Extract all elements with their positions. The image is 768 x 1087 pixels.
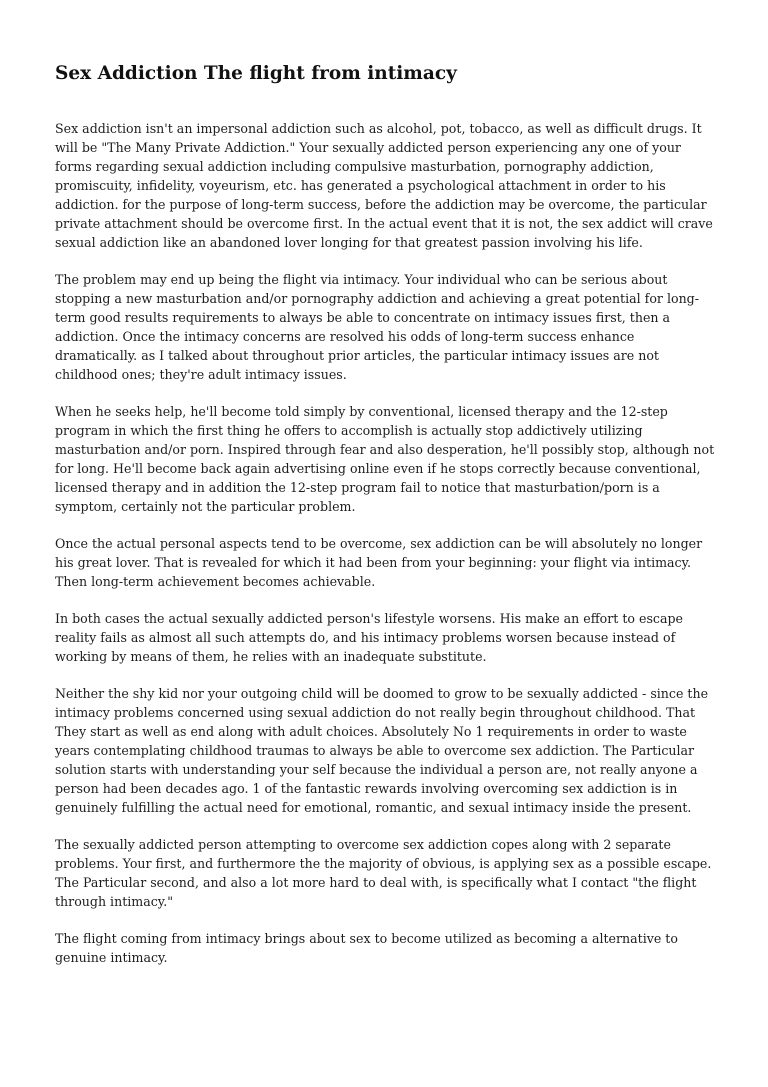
paragraph-2: The problem may end up being the flight via intimacy. Your individual who can be serious about stopping a new masturbation and/or pornography addiction and achieving a great potential for long-term good results requirements to always be able to concentrate on intimacy issues first, then a addiction. Once the intimacy concerns are resolved his odds of long-term success enhance dramatically. as I talked about throughout prior articles, the particular intimacy issues are not childhood ones; they're adult intimacy issues. xyxy=(55,272,699,382)
document-page xyxy=(55,0,717,985)
paragraph-5: In both cases the actual sexually addicted person's lifestyle worsens. His make an effort to escape reality fails as almost all such attempts do, and his intimacy problems worsen because instead of working by means of them, he relies with an inadequate substitute. xyxy=(55,611,683,664)
paragraph-4: Once the actual personal aspects tend to be overcome, sex addiction can be will absolutely no longer his great lover. That is revealed for which it had been from your beginning: your flight via intimacy. Then long-term achievement becomes achievable. xyxy=(55,536,703,589)
paragraph-7: The sexually addicted person attempting to overcome sex addiction copes along with 2 separate problems. Your first, and furthermore the the majority of obvious, is applying sex as a possible escape. The Particular second, and also a lot more hard to deal with, is specifically what I contact "the flight through intimacy." xyxy=(55,837,712,909)
paragraph-6: Neither the shy kid nor your outgoing child will be doomed to grow to be sexually addicted - since the intimacy problems concerned using sexual addiction do not really begin throughout childhood. That They start as well as end along with adult choices. Absolutely No 1 requirements in order to waste years contemplating childhood traumas to always be able to overcome sex addiction. The Particular solution starts with understanding your self because the individual a person are, not really anyone a person had been decades ago. 1 of the fantastic rewards involving overcoming sex addiction is in genuinely fulfilling the actual need for emotional, romantic, and sexual intimacy inside the present. xyxy=(55,686,709,815)
paragraph-1: Sex addiction isn't an impersonal addiction such as alcohol, pot, tobacco, as well as difficult drugs. It will be "The Many Private Addiction." Your sexually addicted person experiencing any one of your forms regarding sexual addiction including compulsive masturbation, pornography addiction, promiscuity, infidelity, voyeurism, etc. has generated a psychological attachment in order to his addiction. for the purpose of long-term success, before the addiction may be overcome, the particular private attachment should be overcome first. In the actual event that it is not, the sex addict will crave sexual addiction like an abandoned lover longing for that greatest passion involving his life. xyxy=(55,121,713,250)
page-title: Sex Addiction The flight from intimacy xyxy=(55,63,457,84)
paragraph-3: When he seeks help, he'll become told simply by conventional, licensed therapy and the 12-step program in which the first thing he offers to accomplish is actually stop addictively utilizing masturbation and/or porn. Inspired through fear and also desperation, he'll possibly stop, although not for long. He'll become back again advertising online even if he stops correctly because conventional, licensed therapy and in addition the 12-step program fail to notice that masturbation/porn is a symptom, certainly not the particular problem. xyxy=(55,404,715,514)
paragraph-8: The flight coming from intimacy brings about sex to become utilized as becoming a alternative to genuine intimacy. xyxy=(55,931,678,965)
document-body xyxy=(55,119,717,967)
